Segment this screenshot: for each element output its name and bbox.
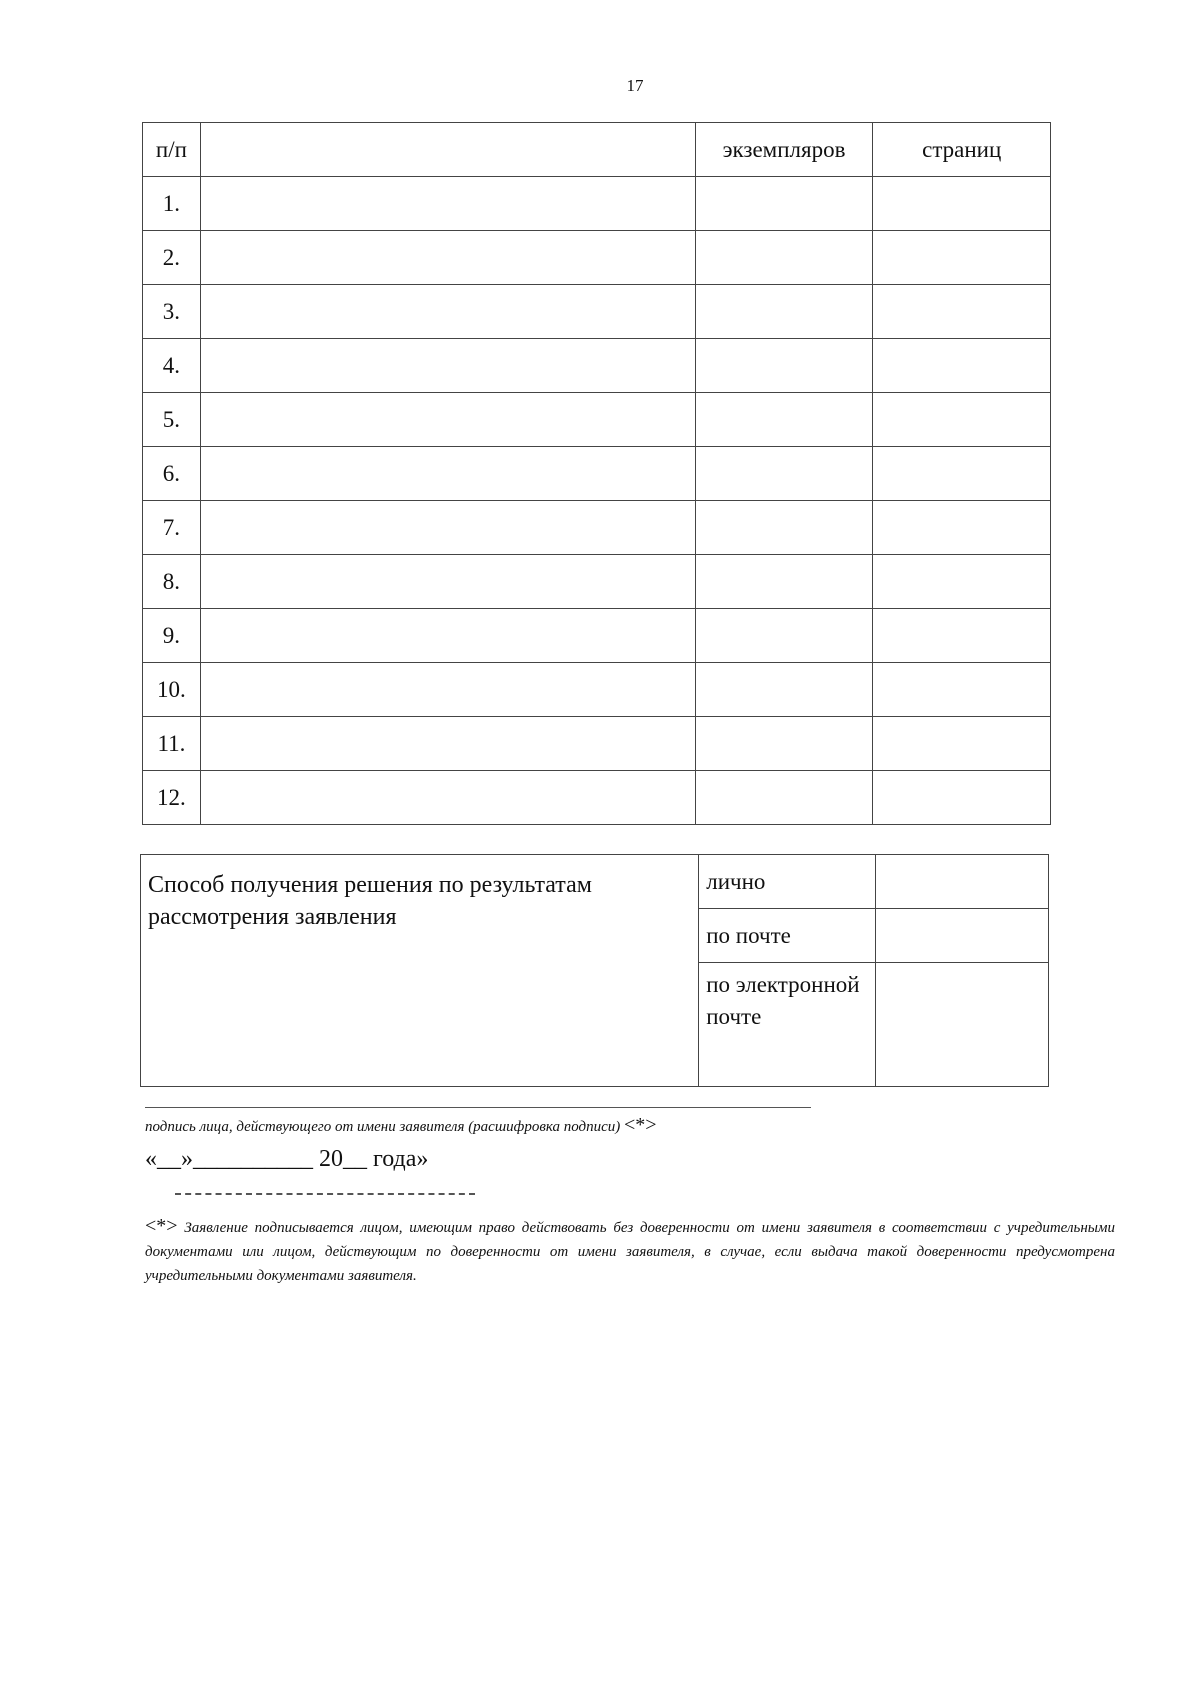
row-num: 10. <box>143 663 201 717</box>
table-row <box>143 771 1051 825</box>
row-copies-cell[interactable] <box>695 555 873 609</box>
table-row <box>143 501 1051 555</box>
row-name-cell[interactable] <box>200 609 695 663</box>
row-pages-cell[interactable] <box>873 447 1051 501</box>
row-num: 4. <box>143 339 201 393</box>
footnote <box>145 1214 1115 1288</box>
table-row <box>143 555 1051 609</box>
row-name-cell[interactable] <box>200 771 695 825</box>
table-row <box>143 177 1051 231</box>
table-row <box>143 393 1051 447</box>
header-pages: страниц <box>873 123 1051 177</box>
row-name-cell[interactable] <box>200 285 695 339</box>
delivery-method-table <box>140 854 1049 1087</box>
row-pages-cell[interactable] <box>873 339 1051 393</box>
page-number: 17 <box>626 76 644 95</box>
delivery-mark-email[interactable] <box>876 963 1049 1087</box>
row-num: 2. <box>143 231 201 285</box>
delivery-option-post: по почте <box>699 909 876 963</box>
row-copies-cell[interactable] <box>695 393 873 447</box>
row-name-cell[interactable] <box>200 501 695 555</box>
signature-footnote-mark: <*> <box>624 1114 657 1136</box>
header-num: п/п <box>143 123 201 177</box>
row-copies-cell[interactable] <box>695 447 873 501</box>
row-num: 7. <box>143 501 201 555</box>
row-num: 11. <box>143 717 201 771</box>
documents-table <box>142 122 1051 825</box>
row-name-cell[interactable] <box>200 339 695 393</box>
delivery-mark-post[interactable] <box>876 909 1049 963</box>
row-num: 1. <box>143 177 201 231</box>
table-row <box>143 339 1051 393</box>
footnote-mark: <*> <box>145 1215 178 1237</box>
row-pages-cell[interactable] <box>873 231 1051 285</box>
table-row <box>143 231 1051 285</box>
date-line[interactable]: «__»__________ 20__ года» <box>145 1146 429 1172</box>
table-row <box>143 285 1051 339</box>
row-name-cell[interactable] <box>200 717 695 771</box>
row-copies-cell[interactable] <box>695 609 873 663</box>
row-copies-cell[interactable] <box>695 663 873 717</box>
row-num: 5. <box>143 393 201 447</box>
row-copies-cell[interactable] <box>695 771 873 825</box>
table-row <box>143 717 1051 771</box>
row-pages-cell[interactable] <box>873 555 1051 609</box>
row-pages-cell[interactable] <box>873 663 1051 717</box>
row-pages-cell[interactable] <box>873 501 1051 555</box>
header-copies: экземпляров <box>695 123 873 177</box>
row-name-cell[interactable] <box>200 177 695 231</box>
row-name-cell[interactable] <box>200 447 695 501</box>
row-name-cell[interactable] <box>200 663 695 717</box>
row-num: 8. <box>143 555 201 609</box>
footnote-text: Заявление подписывается лицом, имеющим право действовать без доверенности от имени заявителя в соответствии с учредительными документами или лицом, действующим по доверенности от имени заявителя, в случае, если выдача такой доверенности предусмотрена учредительными документами заявителя. <box>145 1220 1115 1284</box>
row-pages-cell[interactable] <box>873 609 1051 663</box>
delivery-row-in-person <box>141 855 1049 909</box>
row-pages-cell[interactable] <box>873 177 1051 231</box>
date-underline <box>175 1193 475 1195</box>
row-pages-cell[interactable] <box>873 285 1051 339</box>
row-pages-cell[interactable] <box>873 717 1051 771</box>
row-copies-cell[interactable] <box>695 501 873 555</box>
row-copies-cell[interactable] <box>695 231 873 285</box>
table-row <box>143 447 1051 501</box>
signature-caption <box>145 1114 657 1137</box>
delivery-mark-in-person[interactable] <box>876 855 1049 909</box>
row-copies-cell[interactable] <box>695 339 873 393</box>
header-name <box>200 123 695 177</box>
table-row <box>143 609 1051 663</box>
signature-caption-text: подпись лица, действующего от имени заявителя (расшифровка подписи) <box>145 1119 621 1135</box>
row-pages-cell[interactable] <box>873 771 1051 825</box>
row-name-cell[interactable] <box>200 555 695 609</box>
delivery-option-in-person: лично <box>699 855 876 909</box>
delivery-method-label: Способ получения решения по результатам рассмотрения заявления <box>141 855 699 1087</box>
row-num: 6. <box>143 447 201 501</box>
row-name-cell[interactable] <box>200 393 695 447</box>
signature-line[interactable] <box>145 1107 811 1108</box>
delivery-option-email: по электронной почте <box>699 963 876 1087</box>
table-row <box>143 663 1051 717</box>
row-name-cell[interactable] <box>200 231 695 285</box>
row-copies-cell[interactable] <box>695 285 873 339</box>
row-pages-cell[interactable] <box>873 393 1051 447</box>
row-num: 9. <box>143 609 201 663</box>
row-copies-cell[interactable] <box>695 177 873 231</box>
row-num: 3. <box>143 285 201 339</box>
row-num: 12. <box>143 771 201 825</box>
table-header-row <box>143 123 1051 177</box>
row-copies-cell[interactable] <box>695 717 873 771</box>
